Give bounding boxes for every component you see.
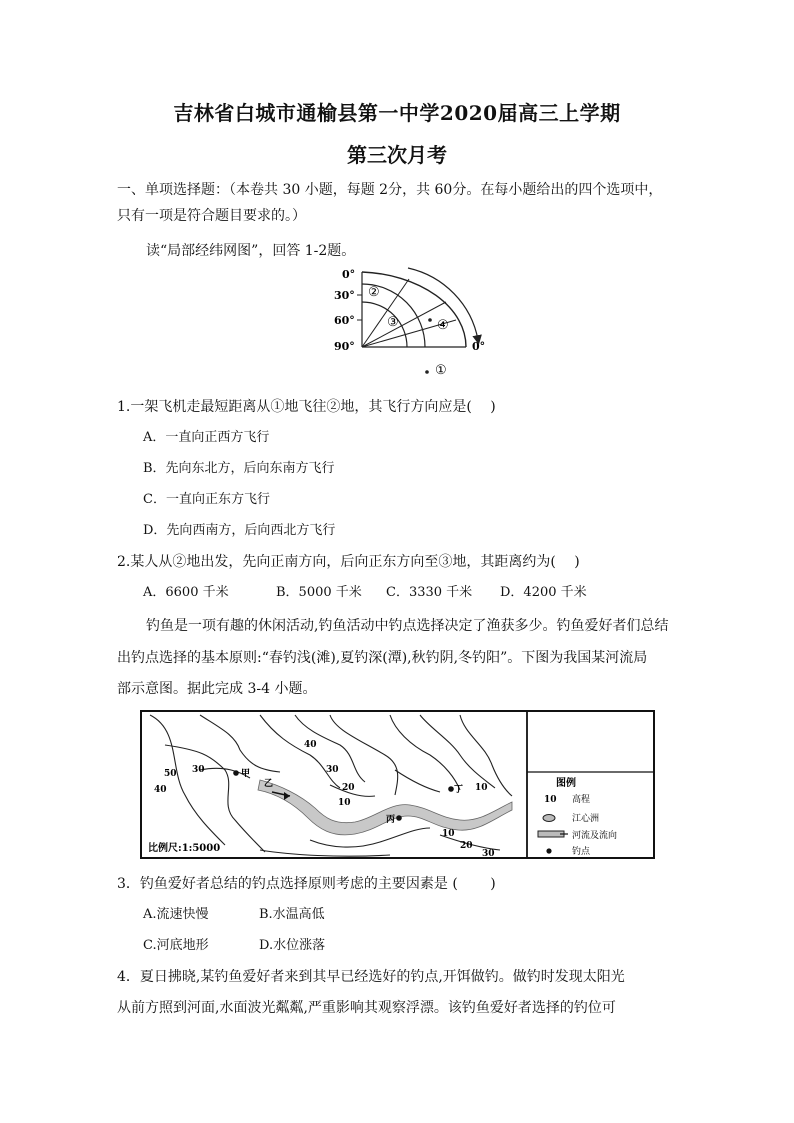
- legend-elevation: 高程: [572, 795, 591, 805]
- q2-stem: 2.某人从②地出发，先向正南方向，后向正东方向至③地，其距离约为( ): [117, 554, 580, 570]
- q3-option-c[interactable]: C.河底地形: [143, 938, 209, 953]
- legend-title: 图例: [556, 778, 576, 789]
- passage-line1: 钓鱼是一项有趣的休闲活动,钓鱼活动中钓点选择决定了渔获多少。钓鱼爱好者们总结: [146, 618, 669, 634]
- svg-text:10: 10: [544, 795, 557, 805]
- lat-label: 60°: [334, 314, 355, 327]
- point-3: ③: [387, 315, 399, 330]
- place-yi: 乙: [264, 779, 274, 789]
- svg-text:10: 10: [442, 829, 455, 839]
- point-4: ④: [437, 318, 449, 333]
- svg-text:10: 10: [338, 798, 351, 808]
- river-map-figure: [140, 710, 655, 860]
- passage-line3: 部示意图。据此完成 3-4 小题。: [117, 681, 317, 697]
- graticule-figure: [330, 262, 500, 390]
- latitude-arc: [362, 272, 466, 347]
- q4-stem-line1: 4．夏日拂晓,某钓鱼爱好者来到其早已经选好的钓点,开饵做钓。做钓时发现太阳光: [117, 969, 625, 985]
- section-heading-line2: 只有一项是符合题目要求的。）: [117, 208, 306, 224]
- q1-option-c[interactable]: C．一直向正东方飞行: [143, 492, 270, 507]
- q1-option-a[interactable]: A．一直向正西方飞行: [143, 430, 270, 445]
- svg-text:40: 40: [304, 740, 317, 750]
- legend-river: 河流及流向: [572, 831, 618, 841]
- q3-option-d[interactable]: D.水位涨落: [259, 938, 326, 953]
- exam-title: 吉林省白城市通榆县第一中学2020届高三上学期: [173, 101, 621, 125]
- place-bing: 丙: [386, 815, 396, 825]
- lon-label: 0°: [472, 340, 486, 353]
- q2-option-d[interactable]: D．4200 千米: [500, 585, 587, 600]
- intro-q1-2: 读“局部经纬网图”，回答 1-2题。: [146, 243, 356, 259]
- point-2: ②: [368, 285, 380, 300]
- place-jia: 甲: [241, 769, 251, 779]
- point-1: ①: [435, 363, 447, 378]
- svg-text:50: 50: [164, 769, 177, 779]
- section-heading-line1: 一、单项选择题：（本卷共 30 小题，每题 2分，共 60分。在每小题给出的四个选项中，: [117, 182, 663, 198]
- q3-stem: 3．钓鱼爱好者总结的钓点选择原则考虑的主要因素是 ( ): [117, 876, 496, 892]
- q1-option-d[interactable]: D．先向西南方，后向西北方飞行: [143, 523, 336, 538]
- svg-text:30: 30: [326, 765, 339, 775]
- q1-stem: 1.一架飞机走最短距离从①地飞往②地，其飞行方向应是( ): [117, 399, 496, 415]
- q4-stem-line2: 从前方照到河面,水面波光粼粼,严重影响其观察浮漂。该钓鱼爱好者选择的钓位可: [117, 1000, 616, 1016]
- svg-text:20: 20: [342, 783, 355, 793]
- map-scale: 比例尺:1:5000: [148, 843, 221, 854]
- legend-fishing-spot: 钓点: [572, 847, 591, 857]
- q3-option-b[interactable]: B.水温高低: [259, 907, 325, 922]
- passage-line2: 出钓点选择的基本原则:“春钓浅(滩),夏钓深(潭),秋钓阴,冬钓阳”。下图为我国某河流局: [117, 650, 648, 666]
- q2-option-a[interactable]: A．6600 千米: [143, 585, 229, 600]
- lat-label: 30°: [334, 289, 355, 302]
- q1-option-b[interactable]: B．先向东北方，后向东南方飞行: [143, 461, 335, 476]
- q2-option-c[interactable]: C．3330 千米: [386, 585, 473, 600]
- svg-text:20: 20: [460, 841, 473, 851]
- q3-option-a[interactable]: A.流速快慢: [143, 907, 209, 922]
- exam-subtitle: 第三次月考: [347, 143, 447, 167]
- q2-option-b[interactable]: B．5000 千米: [276, 585, 362, 600]
- lat-label: 0°: [342, 268, 356, 281]
- svg-text:10: 10: [475, 783, 488, 793]
- lat-label: 90°: [334, 340, 355, 353]
- svg-text:40: 40: [154, 785, 167, 795]
- place-ding: 丁: [454, 785, 464, 795]
- svg-text:30: 30: [192, 765, 205, 775]
- legend-island: 江心洲: [572, 814, 600, 824]
- svg-text:30: 30: [482, 849, 495, 859]
